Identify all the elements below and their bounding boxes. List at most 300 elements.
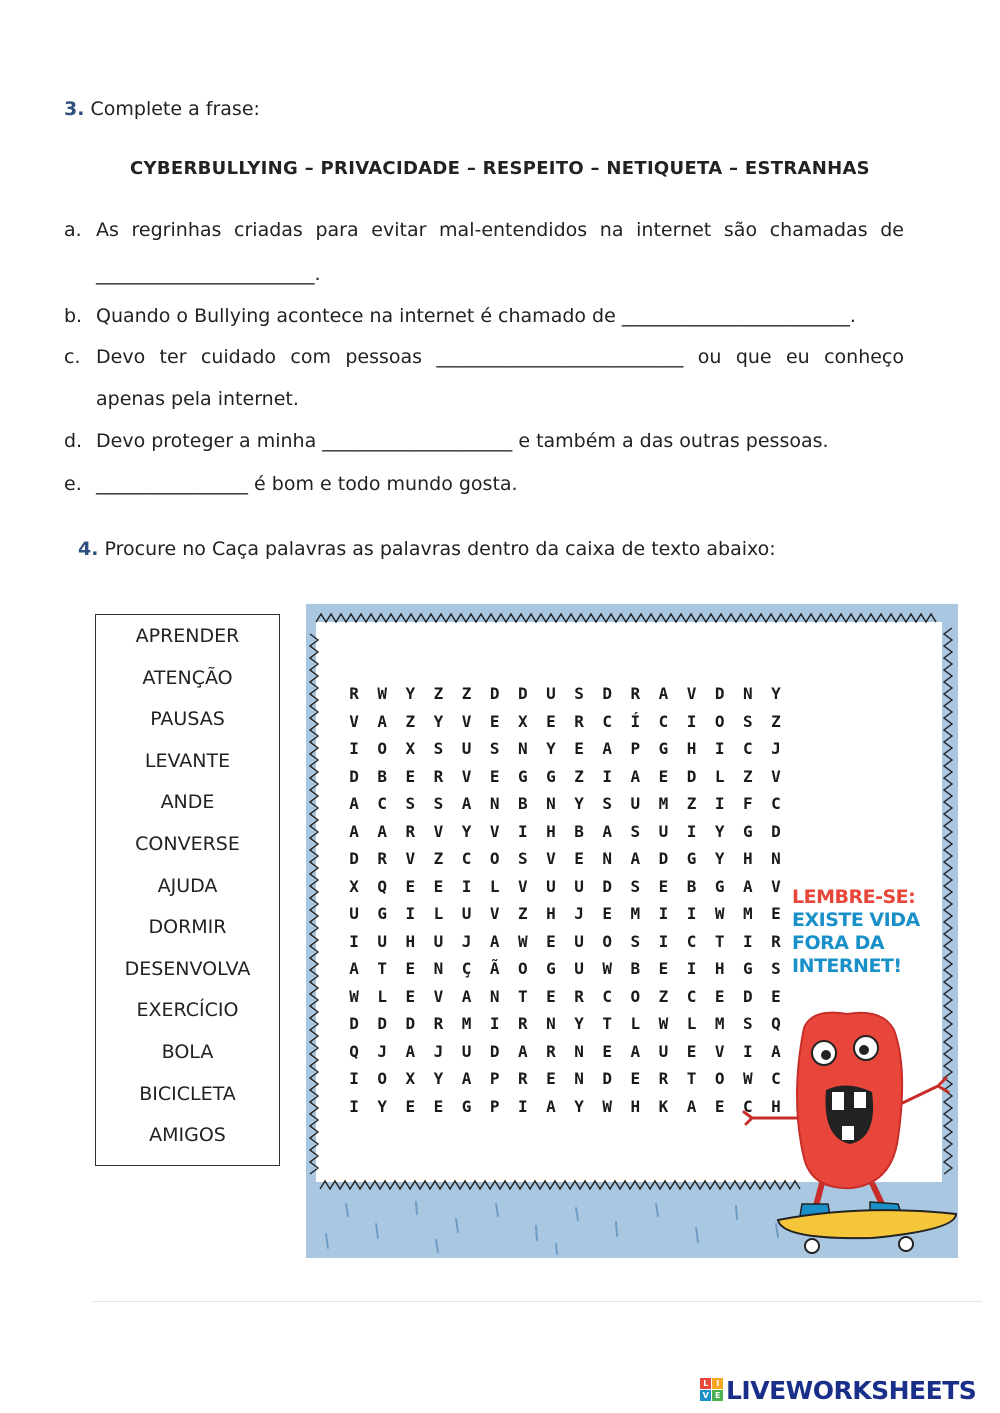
answer-blank-d[interactable]: ____________________: [322, 430, 513, 452]
grid-cell[interactable]: A: [630, 766, 641, 786]
grid-cell[interactable]: I: [686, 711, 697, 731]
grid-cell[interactable]: Y: [433, 711, 444, 731]
grid-cell[interactable]: U: [546, 684, 556, 704]
grid-cell[interactable]: R: [771, 931, 781, 951]
grid-cell[interactable]: Z: [771, 711, 781, 731]
grid-cell[interactable]: Y: [433, 1069, 444, 1089]
grid-cell[interactable]: G: [658, 739, 669, 759]
grid-cell[interactable]: Y: [405, 684, 416, 704]
grid-cell[interactable]: W: [602, 959, 612, 979]
grid-cell[interactable]: D: [489, 684, 500, 704]
item-text: Quando o Bullying acontece na internet é chamado de: [96, 305, 616, 327]
grid-cell[interactable]: I: [686, 821, 697, 841]
grid-cell[interactable]: U: [574, 876, 584, 896]
grid-cell[interactable]: D: [377, 1014, 387, 1034]
grid-cell[interactable]: O: [489, 849, 500, 869]
grid-cell[interactable]: H: [714, 959, 725, 979]
grid-row: [340, 1093, 790, 1121]
grid-cell[interactable]: O: [714, 1069, 725, 1089]
grid-cell[interactable]: Y: [574, 1096, 584, 1116]
grid-cell[interactable]: R: [517, 1069, 528, 1089]
grid-cell[interactable]: U: [574, 931, 584, 951]
footer-brand: [700, 1376, 976, 1405]
grid-cell[interactable]: V: [517, 876, 528, 896]
q4-heading: [78, 538, 776, 560]
answer-blank-b[interactable]: ________________________.: [621, 305, 856, 327]
grid-cell[interactable]: I: [349, 739, 359, 759]
grid-cell[interactable]: J: [574, 904, 584, 924]
grid-cell[interactable]: L: [433, 904, 444, 924]
grid-cell[interactable]: A: [686, 1096, 697, 1116]
grid-cell[interactable]: U: [658, 1041, 669, 1061]
grid-row: [340, 1010, 790, 1038]
grid-cell[interactable]: U: [630, 794, 641, 814]
grid-cell[interactable]: E: [771, 986, 781, 1006]
grid-cell[interactable]: A: [517, 1041, 528, 1061]
grid-cell[interactable]: A: [602, 739, 612, 759]
grid-cell[interactable]: S: [517, 849, 528, 869]
grid-cell[interactable]: U: [349, 904, 359, 924]
grid-cell[interactable]: M: [714, 1014, 725, 1034]
grid-cell[interactable]: S: [771, 959, 781, 979]
grid-row: [340, 818, 790, 846]
q3-item-b: [64, 305, 904, 327]
grid-cell[interactable]: C: [602, 711, 612, 731]
word-list-item: CONVERSE: [135, 832, 240, 855]
grid-cell[interactable]: G: [377, 904, 387, 924]
logo-letter-v: V: [700, 1390, 711, 1401]
grid-cell[interactable]: D: [771, 821, 781, 841]
grid-cell[interactable]: F: [742, 794, 753, 814]
word-list-item: DORMIR: [148, 916, 227, 939]
grid-cell[interactable]: L: [714, 766, 725, 786]
grid-cell[interactable]: D: [602, 684, 612, 704]
grid-cell[interactable]: G: [742, 821, 753, 841]
grid-cell[interactable]: N: [489, 986, 500, 1006]
grid-cell[interactable]: W: [602, 1096, 612, 1116]
grid-cell[interactable]: Z: [658, 986, 669, 1006]
grid-cell[interactable]: D: [714, 684, 725, 704]
grid-cell[interactable]: E: [658, 766, 669, 786]
grid-cell[interactable]: I: [489, 1014, 500, 1034]
grid-cell[interactable]: B: [377, 766, 387, 786]
grid-cell[interactable]: G: [461, 1096, 472, 1116]
grid-cell[interactable]: Z: [433, 684, 444, 704]
grid-cell[interactable]: V: [771, 766, 781, 786]
q3-item-a: [64, 219, 904, 241]
word-list-item: EXERCÍCIO: [136, 999, 239, 1022]
grid-cell[interactable]: C: [742, 739, 753, 759]
grid-cell[interactable]: A: [630, 849, 641, 869]
brand-text: LIVEWORKSHEETS: [726, 1376, 977, 1405]
grid-cell[interactable]: D: [405, 1014, 416, 1034]
grid-cell[interactable]: E: [771, 904, 781, 924]
grid-cell[interactable]: A: [771, 1041, 781, 1061]
grid-cell[interactable]: A: [658, 684, 669, 704]
grid-cell[interactable]: I: [517, 821, 528, 841]
grid-cell[interactable]: V: [771, 876, 781, 896]
grid-cell[interactable]: V: [546, 849, 556, 869]
grid-cell[interactable]: D: [602, 876, 612, 896]
grid-cell[interactable]: D: [686, 766, 697, 786]
grid-cell[interactable]: S: [433, 739, 444, 759]
grid-cell[interactable]: E: [658, 959, 669, 979]
grid-cell[interactable]: A: [349, 794, 359, 814]
grid-cell[interactable]: C: [742, 1096, 753, 1116]
grid-cell[interactable]: U: [658, 821, 669, 841]
grid-cell[interactable]: J: [461, 931, 472, 951]
grid-cell[interactable]: T: [602, 1014, 612, 1034]
item-text: Devo proteger a minha: [96, 430, 317, 452]
grid-cell[interactable]: X: [405, 1069, 416, 1089]
grid-cell[interactable]: Z: [461, 684, 472, 704]
grid-cell[interactable]: I: [686, 904, 697, 924]
grid-cell[interactable]: S: [630, 931, 641, 951]
grid-cell[interactable]: E: [574, 739, 584, 759]
grid-cell[interactable]: E: [405, 959, 416, 979]
grid-cell[interactable]: C: [461, 849, 472, 869]
grid-cell[interactable]: W: [377, 684, 387, 704]
grid-cell[interactable]: I: [349, 931, 359, 951]
grid-cell[interactable]: Q: [349, 1041, 359, 1061]
grid-cell[interactable]: V: [489, 904, 500, 924]
word-list-item: LEVANTE: [144, 749, 231, 772]
grid-cell[interactable]: N: [546, 1014, 556, 1034]
grid-cell[interactable]: H: [630, 1096, 641, 1116]
q3-item-e: [64, 473, 904, 495]
grid-cell[interactable]: E: [433, 1096, 444, 1116]
grid-cell[interactable]: U: [377, 931, 387, 951]
word-search-grid[interactable]: [340, 680, 790, 1120]
grid-cell[interactable]: E: [658, 876, 669, 896]
answer-blank-e[interactable]: ________________: [96, 473, 248, 495]
grid-row: [340, 1065, 790, 1093]
grid-cell[interactable]: A: [489, 931, 500, 951]
word-list-item: DESENVOLVA: [124, 957, 251, 980]
grid-cell[interactable]: U: [461, 1041, 472, 1061]
grid-cell[interactable]: N: [574, 1041, 584, 1061]
grid-cell[interactable]: A: [349, 959, 359, 979]
grid-cell[interactable]: S: [433, 794, 444, 814]
grid-cell[interactable]: D: [742, 986, 753, 1006]
grid-cell[interactable]: I: [349, 1096, 359, 1116]
grid-cell[interactable]: W: [742, 1069, 753, 1089]
grid-cell[interactable]: R: [658, 1069, 669, 1089]
grid-cell[interactable]: R: [574, 711, 584, 731]
grid-cell[interactable]: I: [714, 739, 725, 759]
grid-cell[interactable]: A: [602, 821, 612, 841]
grid-cell[interactable]: B: [686, 876, 697, 896]
grid-cell[interactable]: T: [517, 986, 528, 1006]
grid-cell[interactable]: E: [405, 876, 416, 896]
grid-cell[interactable]: C: [658, 711, 669, 731]
grid-cell[interactable]: V: [489, 821, 500, 841]
grid-cell[interactable]: W: [517, 931, 528, 951]
grid-cell[interactable]: W: [714, 904, 725, 924]
grid-cell[interactable]: S: [742, 711, 753, 731]
grid-cell[interactable]: V: [349, 711, 359, 731]
grid-cell[interactable]: Y: [574, 1014, 584, 1034]
grid-cell[interactable]: J: [377, 1041, 387, 1061]
grid-cell[interactable]: V: [433, 986, 444, 1006]
grid-cell[interactable]: Z: [433, 849, 444, 869]
grid-cell[interactable]: Q: [771, 1014, 781, 1034]
grid-cell[interactable]: R: [405, 821, 416, 841]
grid-cell[interactable]: E: [546, 986, 556, 1006]
grid-cell[interactable]: X: [349, 876, 359, 896]
grid-cell[interactable]: I: [686, 959, 697, 979]
grid-cell[interactable]: E: [489, 766, 500, 786]
grid-cell[interactable]: S: [630, 821, 641, 841]
grid-cell[interactable]: C: [771, 1069, 781, 1089]
grid-cell[interactable]: C: [686, 986, 697, 1006]
item-text: As regrinhas criadas para evitar mal-entendidos na internet são chamadas de: [96, 219, 904, 241]
grid-cell[interactable]: D: [349, 766, 359, 786]
grid-cell[interactable]: U: [461, 739, 472, 759]
grid-cell[interactable]: E: [714, 1096, 725, 1116]
word-list-item: AMIGOS: [149, 1124, 226, 1147]
grid-cell[interactable]: R: [349, 684, 359, 704]
grid-row: [340, 900, 790, 928]
grid-cell[interactable]: P: [489, 1069, 500, 1089]
grid-cell[interactable]: Z: [742, 766, 753, 786]
grid-cell[interactable]: A: [546, 1096, 556, 1116]
grid-cell[interactable]: E: [405, 1096, 416, 1116]
grid-cell[interactable]: E: [546, 1069, 556, 1089]
grid-cell[interactable]: H: [405, 931, 416, 951]
grid-cell[interactable]: E: [602, 904, 612, 924]
grid-cell[interactable]: E: [630, 1069, 641, 1089]
grid-cell[interactable]: K: [658, 1096, 669, 1116]
grid-cell[interactable]: C: [377, 794, 387, 814]
grid-cell[interactable]: I: [602, 766, 612, 786]
grid-cell[interactable]: E: [574, 849, 584, 869]
grid-cell[interactable]: L: [630, 1014, 641, 1034]
grid-cell[interactable]: H: [771, 1096, 781, 1116]
grid-cell[interactable]: E: [489, 711, 500, 731]
reminder-line2: EXISTE VIDA: [792, 909, 920, 931]
q4-number: 4.: [78, 538, 99, 560]
grid-row: [340, 955, 790, 983]
grid-cell[interactable]: S: [489, 739, 500, 759]
grid-row: [340, 790, 790, 818]
grid-cell[interactable]: Q: [377, 876, 387, 896]
answer-blank-c[interactable]: __________________________: [436, 346, 684, 368]
grid-cell[interactable]: M: [658, 794, 669, 814]
grid-cell[interactable]: W: [349, 986, 359, 1006]
grid-cell[interactable]: Ç: [461, 959, 472, 979]
grid-cell[interactable]: G: [686, 849, 697, 869]
grid-cell[interactable]: Y: [377, 1096, 387, 1116]
grid-cell[interactable]: R: [433, 766, 444, 786]
grid-cell[interactable]: D: [349, 849, 359, 869]
grid-cell[interactable]: E: [714, 986, 725, 1006]
grid-cell[interactable]: D: [349, 1014, 359, 1034]
grid-cell[interactable]: D: [658, 849, 669, 869]
grid-row: [340, 1038, 790, 1066]
grid-cell[interactable]: U: [461, 904, 472, 924]
grid-cell[interactable]: V: [714, 1041, 725, 1061]
grid-cell[interactable]: E: [686, 1041, 697, 1061]
grid-cell[interactable]: R: [433, 1014, 444, 1034]
grid-cell[interactable]: L: [377, 986, 387, 1006]
grid-cell[interactable]: R: [546, 1041, 556, 1061]
grid-cell[interactable]: Y: [714, 821, 725, 841]
grid-cell[interactable]: J: [771, 739, 781, 759]
grid-cell[interactable]: S: [574, 684, 584, 704]
grid-cell[interactable]: Y: [461, 821, 472, 841]
grid-cell[interactable]: E: [546, 931, 556, 951]
grid-cell[interactable]: T: [686, 1069, 697, 1089]
grid-cell[interactable]: A: [630, 1041, 641, 1061]
grid-cell[interactable]: E: [405, 986, 416, 1006]
grid-cell[interactable]: E: [405, 766, 416, 786]
grid-cell[interactable]: A: [461, 986, 472, 1006]
grid-cell[interactable]: R: [377, 849, 387, 869]
grid-cell[interactable]: H: [742, 849, 753, 869]
grid-cell[interactable]: Z: [574, 766, 584, 786]
grid-cell[interactable]: V: [461, 766, 472, 786]
grid-cell[interactable]: I: [658, 904, 669, 924]
grid-cell[interactable]: A: [377, 711, 387, 731]
grid-cell[interactable]: D: [602, 1069, 612, 1089]
grid-row: [340, 680, 790, 708]
grid-cell[interactable]: H: [686, 739, 697, 759]
grid-cell[interactable]: Y: [546, 739, 556, 759]
grid-cell[interactable]: G: [742, 959, 753, 979]
word-list-item: AJUDA: [157, 874, 218, 897]
grid-cell[interactable]: O: [377, 1069, 387, 1089]
reminder-line3: FORA DA: [792, 932, 885, 954]
grid-cell[interactable]: N: [433, 959, 444, 979]
grid-cell[interactable]: I: [349, 1069, 359, 1089]
grid-cell[interactable]: H: [546, 821, 556, 841]
grid-row: [340, 735, 790, 763]
grid-cell[interactable]: B: [517, 794, 528, 814]
grid-cell[interactable]: S: [630, 876, 641, 896]
grid-cell[interactable]: Z: [405, 711, 416, 731]
grid-cell[interactable]: S: [742, 1014, 753, 1034]
grid-cell[interactable]: N: [574, 1069, 584, 1089]
grid-cell[interactable]: O: [630, 986, 641, 1006]
grid-cell[interactable]: G: [546, 959, 556, 979]
grid-cell[interactable]: O: [714, 711, 725, 731]
grid-cell[interactable]: G: [546, 766, 556, 786]
grid-cell[interactable]: R: [630, 684, 641, 704]
grid-cell[interactable]: J: [433, 1041, 444, 1061]
grid-cell[interactable]: Ã: [489, 959, 500, 979]
grid-cell[interactable]: I: [714, 794, 725, 814]
grid-cell[interactable]: N: [742, 684, 753, 704]
grid-cell[interactable]: L: [686, 1014, 697, 1034]
grid-cell[interactable]: V: [433, 821, 444, 841]
grid-cell[interactable]: M: [742, 904, 753, 924]
grid-cell[interactable]: I: [742, 1041, 753, 1061]
item-label: d.: [64, 430, 83, 452]
item-label: e.: [64, 473, 82, 495]
grid-cell[interactable]: Z: [517, 904, 528, 924]
grid-cell[interactable]: S: [405, 794, 416, 814]
grid-cell[interactable]: I: [405, 904, 416, 924]
word-list-item: BOLA: [161, 1040, 214, 1063]
grid-cell[interactable]: N: [602, 849, 612, 869]
grid-cell[interactable]: X: [517, 711, 528, 731]
grid-cell[interactable]: O: [517, 959, 528, 979]
grid-cell[interactable]: A: [461, 1069, 472, 1089]
grid-cell[interactable]: U: [433, 931, 444, 951]
grid-cell[interactable]: N: [771, 849, 781, 869]
grid-cell[interactable]: C: [771, 794, 781, 814]
grid-cell[interactable]: D: [489, 1041, 500, 1061]
grid-cell[interactable]: I: [658, 931, 669, 951]
grid-cell[interactable]: D: [517, 684, 528, 704]
grid-cell[interactable]: A: [742, 876, 753, 896]
grid-row: [340, 845, 790, 873]
grid-cell[interactable]: I: [517, 1096, 528, 1116]
reminder-line4: INTERNET!: [792, 955, 902, 977]
word-list-box: [95, 614, 280, 1166]
grid-cell[interactable]: V: [461, 711, 472, 731]
grid-cell[interactable]: E: [546, 711, 556, 731]
q3-item-a-blank[interactable]: _______________________.: [96, 263, 321, 285]
grid-cell[interactable]: M: [461, 1014, 472, 1034]
word-list-item: ANDE: [160, 791, 215, 814]
grid-cell[interactable]: A: [377, 821, 387, 841]
grid-cell[interactable]: A: [349, 821, 359, 841]
grid-cell[interactable]: O: [602, 931, 612, 951]
grid-cell[interactable]: Y: [771, 684, 781, 704]
grid-cell[interactable]: R: [574, 986, 584, 1006]
grid-cell[interactable]: Y: [714, 849, 725, 869]
grid-cell[interactable]: I: [742, 931, 753, 951]
grid-cell[interactable]: E: [602, 1041, 612, 1061]
grid-cell[interactable]: T: [377, 959, 387, 979]
grid-cell[interactable]: Y: [574, 794, 584, 814]
grid-cell[interactable]: L: [489, 876, 500, 896]
grid-cell[interactable]: B: [574, 821, 584, 841]
grid-cell[interactable]: U: [546, 876, 556, 896]
grid-cell[interactable]: Í: [630, 711, 641, 731]
grid-cell[interactable]: N: [517, 739, 528, 759]
grid-cell[interactable]: N: [489, 794, 500, 814]
grid-cell[interactable]: G: [517, 766, 528, 786]
grid-cell[interactable]: A: [405, 1041, 416, 1061]
grid-cell[interactable]: W: [658, 1014, 669, 1034]
grid-cell[interactable]: P: [630, 739, 641, 759]
grid-cell[interactable]: O: [377, 739, 387, 759]
grid-cell[interactable]: V: [686, 684, 697, 704]
grid-cell[interactable]: E: [433, 876, 444, 896]
grid-cell[interactable]: U: [574, 959, 584, 979]
grid-cell[interactable]: T: [714, 931, 725, 951]
grid-cell[interactable]: V: [405, 849, 416, 869]
grid-cell[interactable]: X: [405, 739, 416, 759]
grid-cell[interactable]: M: [630, 904, 641, 924]
grid-cell[interactable]: P: [489, 1096, 500, 1116]
reminder-text: [792, 886, 952, 978]
grid-cell[interactable]: R: [517, 1014, 528, 1034]
grid-cell[interactable]: B: [630, 959, 641, 979]
grid-cell[interactable]: C: [686, 931, 697, 951]
grid-cell[interactable]: C: [602, 986, 612, 1006]
grid-cell[interactable]: S: [602, 794, 612, 814]
grid-cell[interactable]: G: [714, 876, 725, 896]
grid-cell[interactable]: A: [461, 794, 472, 814]
grid-cell[interactable]: N: [546, 794, 556, 814]
grid-cell[interactable]: I: [461, 876, 472, 896]
grid-cell[interactable]: H: [546, 904, 556, 924]
grid-cell[interactable]: Z: [686, 794, 697, 814]
